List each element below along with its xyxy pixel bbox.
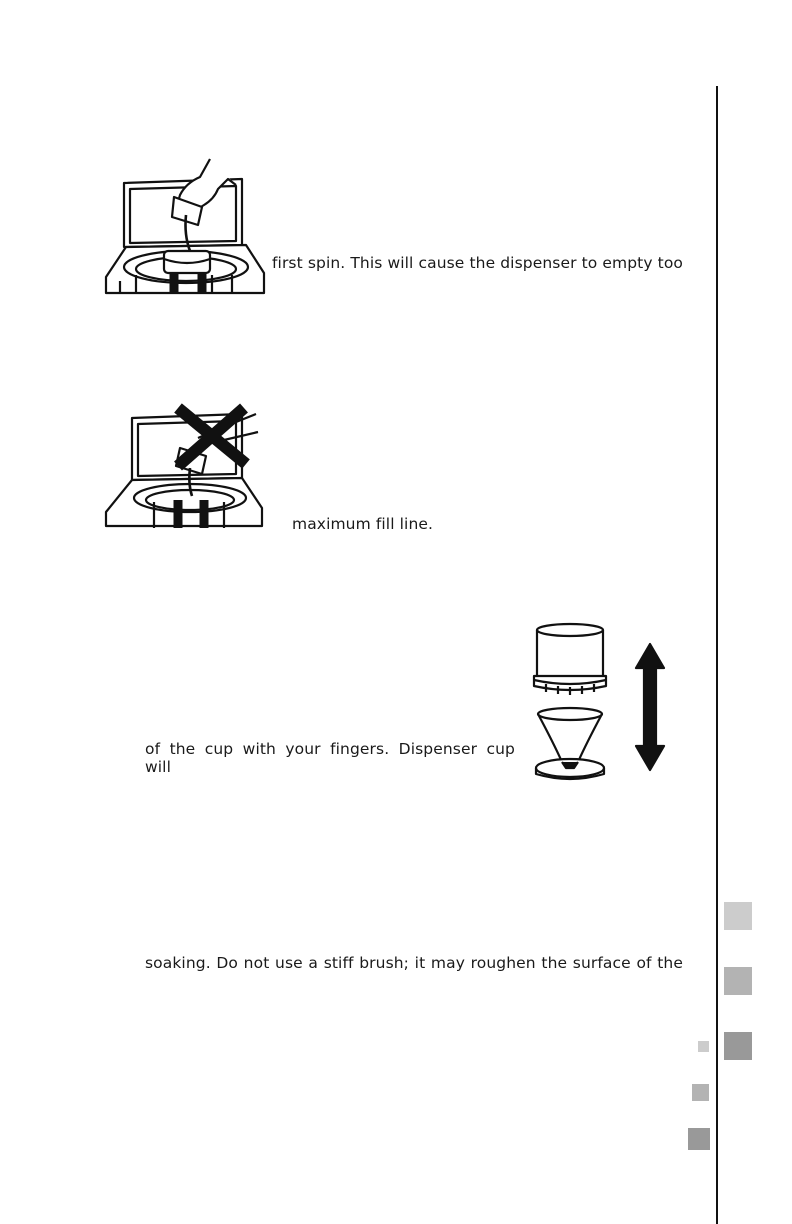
marker-square-medium (692, 1084, 709, 1101)
paragraph-line-4: soaking. Do not use a stiff brush; it may roughen the surface of the (145, 954, 683, 972)
section-tab-1 (724, 902, 752, 930)
margin-rule (716, 86, 718, 1224)
paragraph-line-3: of the cup with your fingers. Dispenser cup will (145, 740, 515, 776)
pouring-into-dispenser-icon (106, 155, 266, 295)
paragraph-line-1: first spin. This will cause the dispenser to empty too (272, 254, 683, 272)
marker-square-large (688, 1128, 710, 1150)
removing-dispenser-cup-icon (532, 622, 672, 782)
paragraph-line-2: maximum fill line. (292, 515, 434, 533)
marker-square-small (698, 1041, 709, 1052)
section-tab-2 (724, 967, 752, 995)
section-tab-3 (724, 1032, 752, 1060)
do-not-overfill-dispenser-icon (106, 404, 266, 528)
